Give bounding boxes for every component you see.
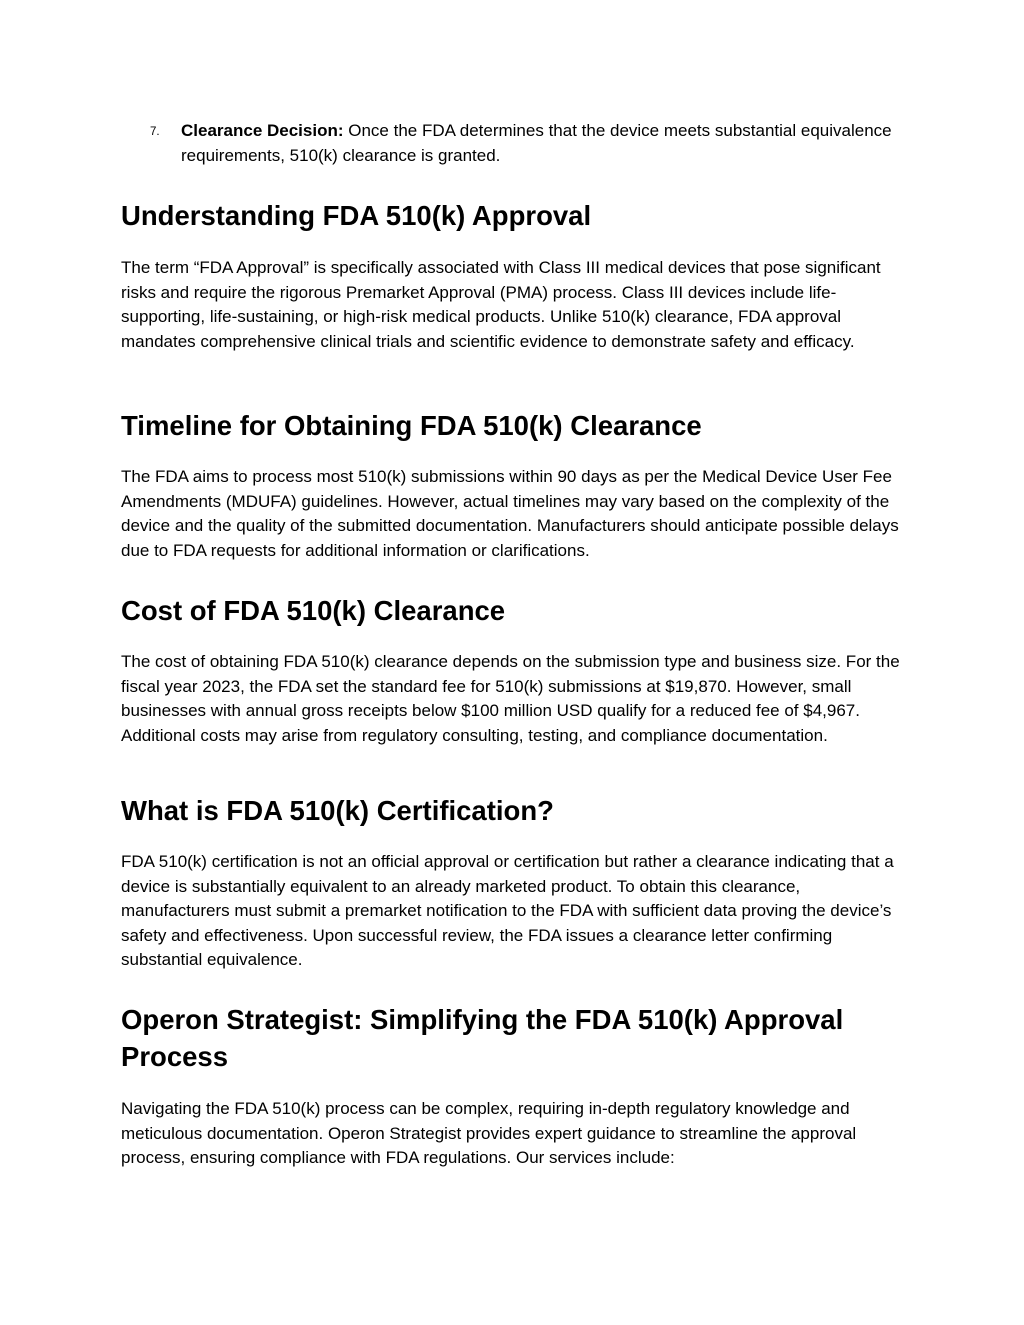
section-heading: What is FDA 510(k) Certification? [121, 795, 554, 826]
section-paragraph: The cost of obtaining FDA 510(k) clearance depends on the submission type and business size. For the fiscal year 2023, the FDA set the standard fee for 510(k) submissions at $19,870. However, small businesses with annual gross receipts below $100 million USD qualify for a reduced fee of $4,967. Additional costs may arise from regulatory consulting, testing, and compliance documentation. [121, 652, 900, 745]
list-item [121, 119, 911, 168]
section-heading: Understanding FDA 510(k) Approval [121, 200, 592, 231]
section-paragraph: The FDA aims to process most 510(k) submissions within 90 days as per the Medical Device User Fee Amendments (MDUFA) guidelines. However, actual timelines may vary based on the complexity of the device and the quality of the submitted documentation. Manufacturers should anticipate possible delays due to FDA requests for additional information or clarifications. [121, 467, 899, 560]
list-item-body [181, 119, 911, 168]
list-item-text: Once the FDA determines that the device meets substantial equivalence requirements, 510(k) clearance is granted. [181, 121, 892, 165]
section-paragraph: The term “FDA Approval” is specifically associated with Class III medical devices that pose significant risks and require the rigorous Premarket Approval (PMA) process. Class III devices include life-supporting, life-sustaining, or high-risk medical products. Unlike 510(k) clearance, FDA approval mandates comprehensive clinical trials and scientific evidence to demonstrate safety and efficacy. [121, 258, 881, 351]
section-heading: Timeline for Obtaining FDA 510(k) Clearance [121, 410, 702, 441]
section-paragraph: Navigating the FDA 510(k) process can be complex, requiring in-depth regulatory knowledge and meticulous documentation. Operon Strategist provides expert guidance to streamline the approval process, ensuring compliance with FDA regulations. Our services include: [121, 1099, 857, 1167]
section-heading: Cost of FDA 510(k) Clearance [121, 595, 506, 626]
list-item-term: Clearance Decision: [181, 121, 344, 140]
section-paragraph: FDA 510(k) certification is not an official approval or certification but rather a clearance indicating that a device is substantially equivalent to an already marketed product. To obtain this clearance, manufacturers must submit a premarket notification to the FDA with sufficient data proving the device’s safety and effectiveness. Upon successful review, the FDA issues a clearance letter confirming substantial equivalence. [121, 852, 894, 969]
list-marker: 7. [150, 126, 160, 138]
section-heading: Operon Strategist: Simplifying the FDA 510(k) Approval Process [121, 1004, 844, 1072]
